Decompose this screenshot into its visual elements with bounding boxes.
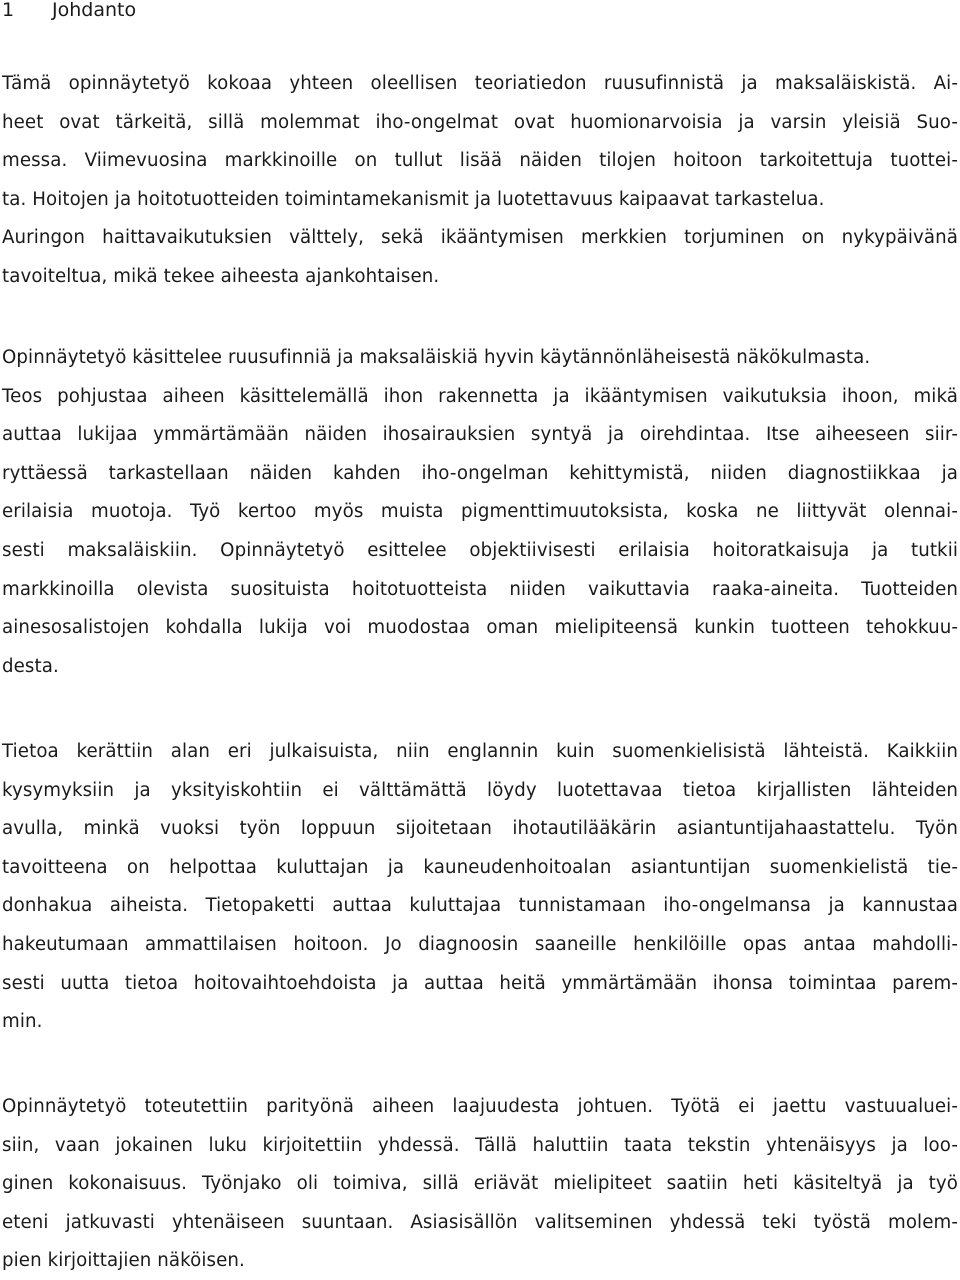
text-line: heet ovat tärkeitä, sillä molemmat iho-ongelmat ovat huomionarvoisia ja varsin yleisiä Suo- — [2, 111, 958, 133]
text-line: Opinnäytetyö toteutettiin parityönä aiheen laajuudesta johtuen. Työtä ei jaettu vastuualuei- — [2, 1096, 958, 1117]
text-line: ta. Hoitojen ja hoitotuotteiden toimintamekanismit ja luotettavuus kaipaavat tarkastelua. — [2, 188, 825, 210]
chapter-number: 1 — [2, 0, 15, 21]
text-line: Auringon haittavaikutuksien välttely, sekä ikääntymisen merkkien torjuminen on nykypäivänä — [2, 227, 958, 249]
text-line: avulla, minkä vuoksi työn loppuun sijoitetaan ihotautilääkärin asiantuntijahaastattelu. Työn — [2, 818, 958, 840]
text-line: pien kirjoittajien näköisen. — [2, 1250, 245, 1272]
text-line: Tämä opinnäytetyö kokoaa yhteen oleellisen teoriatiedon ruusufinnistä ja maksaläiskistä. Ai- — [2, 73, 958, 94]
text-line: tavoiteltua, mikä tekee aiheesta ajankohtaisen. — [2, 266, 440, 287]
text-line: eteni jatkuvasti yhtenäiseen suuntaan. Asiasisällön valitseminen yhdessä teki työstä molem- — [2, 1211, 958, 1233]
text-line: donhakua aiheista. Tietopaketti auttaa kuluttajaa tunnistamaan iho-ongelmansa ja kannustaa — [2, 895, 958, 917]
text-line: ainesosalistojen kohdalla lukija voi muodostaa oman mielipiteensä kunkin tuotteen tehokkuu- — [2, 617, 958, 639]
text-line: Opinnäytetyö käsittelee ruusufinniä ja maksaläiskiä hyvin käytännönläheisestä näkökulmasta. — [2, 347, 871, 368]
text-line: markkinoilla olevista suosituista hoitotuotteista niiden vaikuttavia raaka-aineita. Tuotteiden — [2, 578, 958, 600]
text-line: siin, vaan jokainen luku kirjoitettiin yhdessä. Tällä haluttiin taata tekstin yhtenäisyys ja loo- — [2, 1134, 958, 1156]
text-line: kysymyksiin ja yksityiskohtiin ei välttämättä löydy luotettavaa tietoa kirjallisten lähteiden — [2, 779, 958, 801]
text-line: tavoitteena on helpottaa kuluttajan ja kauneudenhoitoalan asiantuntijan suomenkielistä tie- — [2, 856, 958, 878]
text-line: Tietoa kerättiin alan eri julkaisuista, niin englannin kuin suomenkielisistä lähteistä. Kaikkiin — [2, 741, 958, 762]
text-line: ryttäessä tarkastellaan näiden kahden iho-ongelman kehittymistä, niiden diagnostiikkaa ja — [2, 462, 958, 484]
text-line: desta. — [2, 655, 59, 677]
text-line: min. — [2, 1011, 43, 1033]
text-line: sesti maksaläiskiin. Opinnäytetyö esittelee objektiivisesti erilaisia hoitoratkaisuja ja tutkii — [2, 540, 958, 561]
text-line: hakeutumaan ammattilaisen hoitoon. Jo diagnoosin saaneille henkilöille opas antaa mahdolli- — [2, 934, 958, 955]
text-line: ginen kokonaisuus. Työnjako oli toimiva, sillä eriävät mielipiteet saatiin heti käsiteltyä ja työ — [2, 1173, 958, 1195]
text-line: sesti uutta tietoa hoitovaihtoehdoista ja auttaa heitä ymmärtämään ihonsa toimintaa parem- — [2, 972, 958, 994]
text-line: auttaa lukijaa ymmärtämään näiden ihosairauksien syntyä ja oirehdintaa. Itse aiheeseen siir- — [2, 424, 958, 446]
chapter-heading — [2, 0, 136, 22]
text-line: messa. Viimevuosina markkinoille on tullut lisää näiden tilojen hoitoon tarkoitettuja tuottei- — [2, 150, 958, 172]
text-line: erilaisia muotoja. Työ kertoo myös muista pigmenttimuutoksista, koska ne liittyvät olennai- — [2, 501, 958, 523]
chapter-title: Johdanto — [52, 0, 137, 21]
text-line: Teos pohjustaa aiheen käsittelemällä ihon rakennetta ja ikääntymisen vaikutuksia ihoon, mikä — [2, 385, 958, 407]
